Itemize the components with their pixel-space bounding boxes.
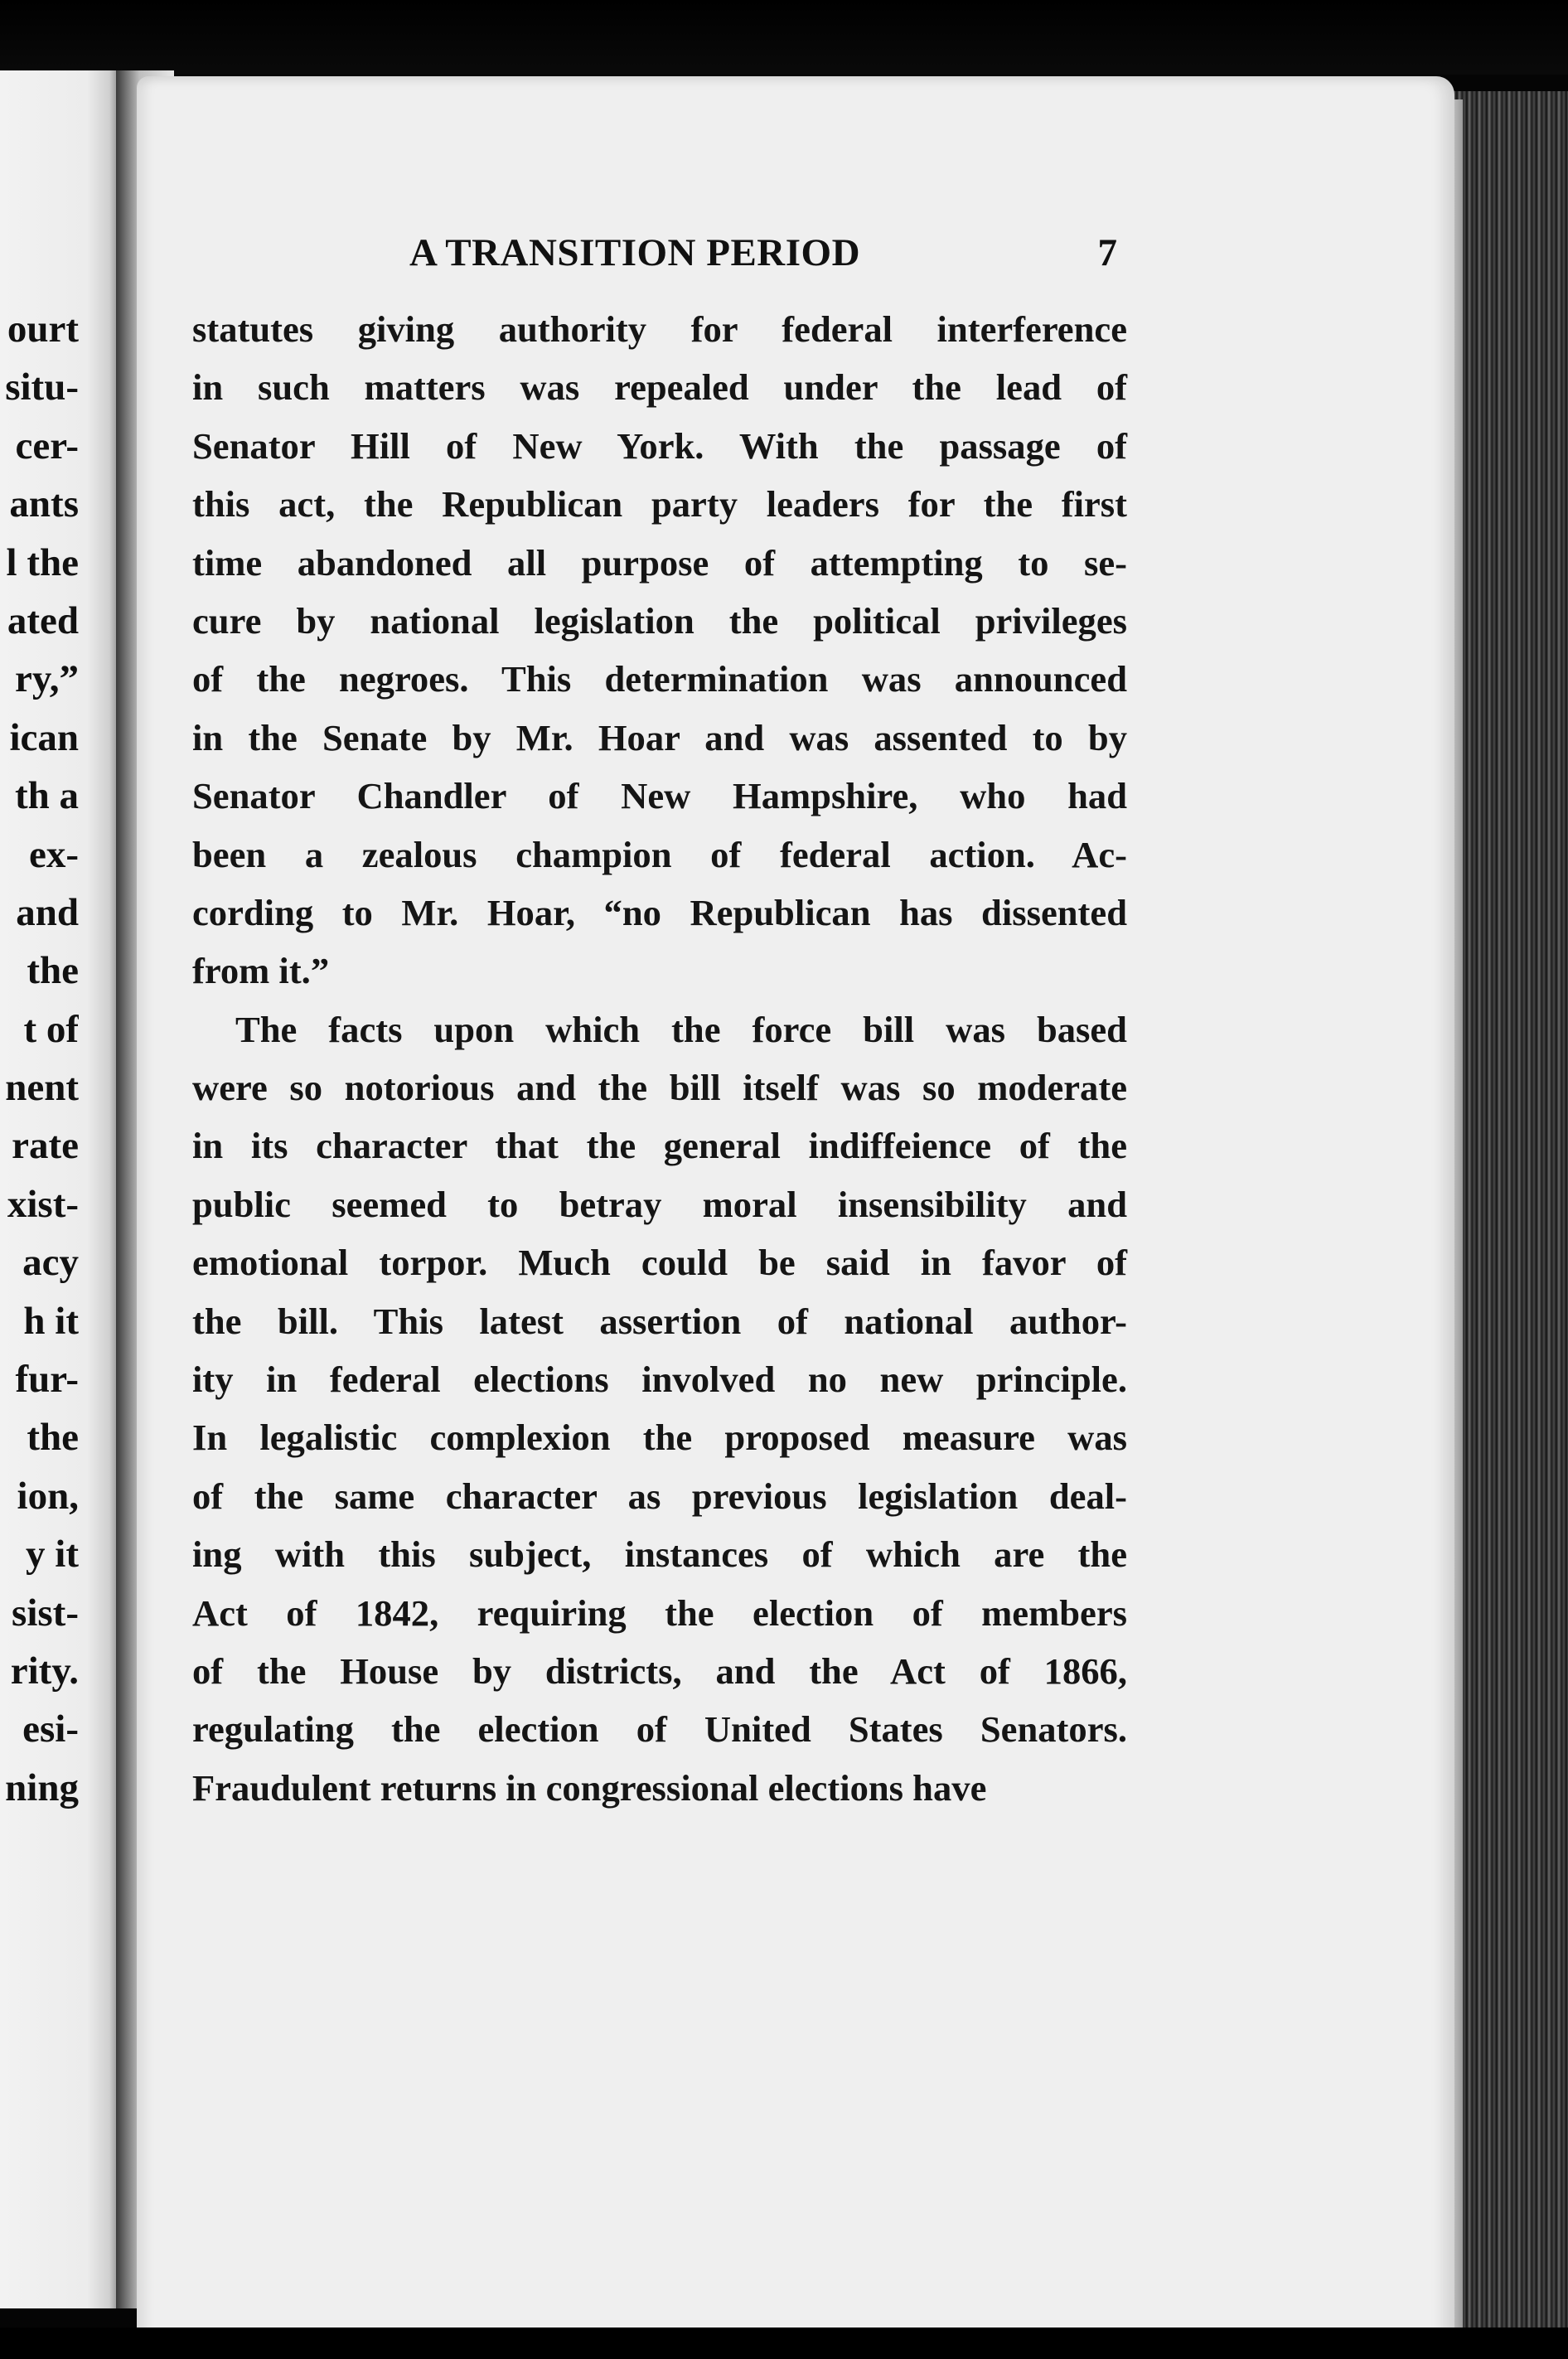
text-line: public seemed to betray moral insensibility and	[192, 1183, 1127, 1225]
text-line: In legalistic complexion the proposed measure was	[192, 1417, 1127, 1459]
previous-page-fragment: the	[27, 949, 79, 993]
text-line: in the Senate by Mr. Hoar and was assented to by	[192, 716, 1127, 758]
page-number: 7	[1097, 231, 1117, 274]
text-line: of the same character as previous legislation deal-	[192, 1475, 1127, 1517]
previous-page-fragment: xist-	[7, 1182, 79, 1226]
text-line: regulating the election of United States Senators.	[192, 1708, 1127, 1751]
text-line: time abandoned all purpose of attempting to se-	[192, 541, 1127, 584]
previous-page-fragment: ion,	[17, 1474, 79, 1518]
previous-page-fragment: ated	[7, 598, 79, 642]
previous-page-text-fragments	[0, 300, 79, 1817]
previous-page-fragment: fur-	[15, 1358, 79, 1402]
text-line: the bill. This latest assertion of national author-	[192, 1300, 1127, 1342]
previous-page-fragment: l the	[6, 540, 79, 584]
text-line: cording to Mr. Hoar, “no Republican has dissented	[192, 891, 1127, 933]
previous-page-fragment: and	[16, 890, 79, 934]
text-line: from it.”	[192, 950, 330, 992]
previous-page-fragment: sist-	[12, 1591, 79, 1635]
previous-page-fragment: cer-	[15, 424, 79, 467]
paragraph	[192, 300, 1127, 1000]
text-line: ity in federal elections involved no new principle.	[192, 1359, 1127, 1401]
text-line: Senator Hill of New York. With the passage of	[192, 424, 1127, 467]
running-head-title: A TRANSITION PERIOD	[409, 231, 861, 274]
previous-page-fragment: ourt	[7, 308, 79, 351]
body-text	[192, 300, 1127, 1817]
text-line: Senator Chandler of New Hampshire, who had	[192, 775, 1127, 817]
paragraph	[192, 1000, 1127, 1817]
previous-page-fragment: ry,”	[14, 657, 79, 701]
text-line: ing with this subject, instances of which are the	[192, 1533, 1127, 1576]
text-line: emotional torpor. Much could be said in favor of	[192, 1242, 1127, 1284]
text-line: of the House by districts, and the Act of 1866,	[192, 1649, 1127, 1692]
scan-top-border	[0, 0, 1568, 75]
previous-page-fragment: ican	[9, 715, 79, 759]
text-line: Fraudulent returns in congressional elections have	[192, 1766, 987, 1809]
previous-page-fragment: rity.	[10, 1649, 79, 1693]
previous-page-fragment: ning	[5, 1766, 79, 1809]
text-line: this act, the Republican party leaders for the first	[192, 483, 1127, 526]
previous-page-fragment: situ-	[5, 366, 79, 409]
previous-page-fragment: y it	[26, 1533, 79, 1577]
previous-page-fragment: nent	[5, 1066, 79, 1110]
previous-page-fragment: acy	[22, 1241, 79, 1285]
previous-page-fragment: h it	[23, 1299, 79, 1343]
text-line: cure by national legislation the political privileges	[192, 599, 1127, 642]
previous-page-fragment: th a	[14, 774, 79, 818]
previous-page-fragment: the	[27, 1416, 79, 1460]
running-head	[192, 230, 1127, 288]
text-line: been a zealous champion of federal action. Ac-	[192, 833, 1127, 875]
text-line: Act of 1842, requiring the election of members	[192, 1591, 1127, 1634]
previous-page-fragment: rate	[12, 1124, 79, 1168]
previous-page-fragment: t of	[23, 1007, 79, 1051]
text-line: of the negroes. This determination was announced	[192, 658, 1127, 700]
previous-page-fragment: ants	[9, 482, 79, 526]
previous-page-fragment: esi-	[22, 1707, 79, 1751]
text-line: were so notorious and the bill itself was so moderate	[192, 1067, 1127, 1109]
previous-page-fragment: ex-	[28, 832, 79, 876]
scan-bottom-border	[0, 2328, 1568, 2359]
text-line: The facts upon which the force bill was based	[235, 1008, 1127, 1050]
text-line: in such matters was repealed under the lead of	[192, 366, 1127, 409]
text-line: statutes giving authority for federal interference	[192, 308, 1127, 350]
text-line: in its character that the general indiffeience of the	[192, 1125, 1127, 1167]
